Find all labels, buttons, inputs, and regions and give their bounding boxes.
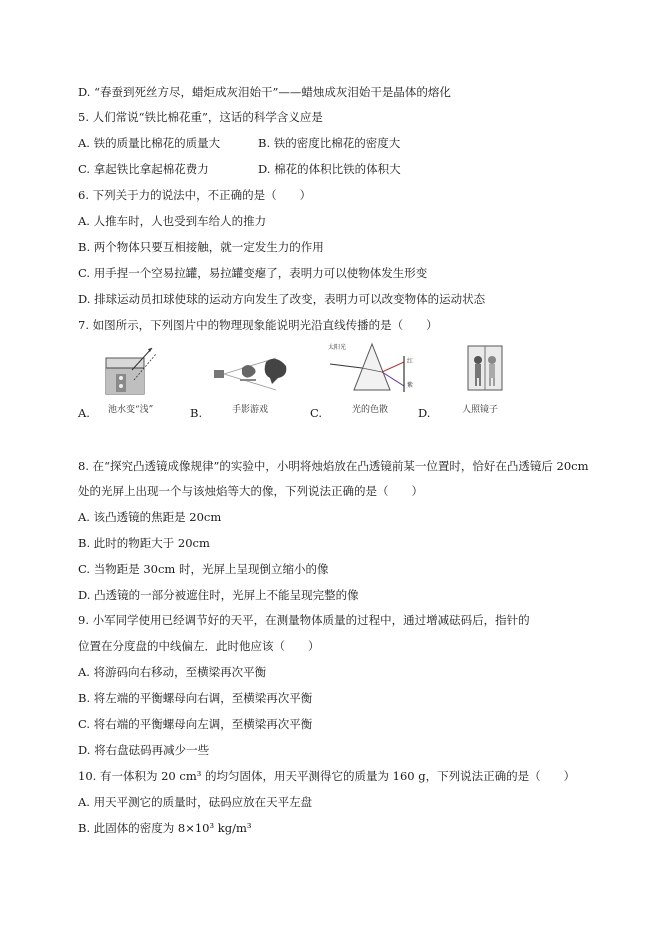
q5-option-a: A. 铁的质量比棉花的质量大 (78, 136, 221, 150)
q7-fig-c-letter: C. (310, 406, 323, 420)
q7-fig-a-letter: A. (78, 406, 90, 420)
q6-option-c: C. 用手捏一个空易拉罐，易拉罐变瘪了，表明力可以使物体发生形变 (78, 266, 428, 280)
q7-fig-d-letter: D. (418, 406, 431, 420)
q4-option-d: D. “春蚕到死丝方尽，蜡炬成灰泪始干”——蜡烛成灰泪始干是晶体的熔化 (78, 85, 451, 99)
q5-option-d: D. 棉花的体积比铁的体积大 (258, 162, 401, 176)
q7-fig-c-red-label: 红 (407, 358, 414, 365)
q7-fig-c-caption: 光的色散 (352, 405, 389, 415)
q5-option-b: B. 铁的密度比棉花的密度大 (258, 136, 401, 150)
q9-option-d: D. 将右盘砝码再减少一些 (78, 743, 210, 757)
q9-stem-line1: 9. 小军同学使用已经调节好的天平，在测量物体质量的过程中，通过增减砝码后，指针的 (78, 613, 530, 627)
q8-option-d: D. 凸透镜的一部分被遮住时，光屏上不能呈现完整的像 (78, 588, 359, 602)
q7-fig-a (94, 340, 164, 418)
q10-option-b: B. 此固体的密度为 8×10³ kg/m³ (78, 821, 252, 835)
q7-fig-a-caption: 池水变“浅” (108, 405, 154, 415)
q7-fig-c (326, 340, 416, 418)
mirror-reflection-illustration (438, 340, 528, 400)
hand-shadow-illustration (206, 340, 296, 400)
q6-option-a: A. 人推车时，人也受到车给人的推力 (78, 214, 267, 228)
q5-stem: 5. 人们常说“铁比棉花重”，这话的科学含义应是 (78, 110, 323, 124)
q7-figure-row (78, 340, 538, 420)
q7-stem: 7. 如图所示，下列图片中的物理现象能说明光沿直线传播的是（ ） (78, 318, 438, 332)
q8-stem-line1: 8. 在“探究凸透镜成像规律”的实验中，小明将烛焰放在凸透镜前某一位置时，恰好在凸透镜后 20cm (78, 459, 589, 473)
q7-fig-d (438, 340, 528, 418)
q6-stem: 6. 下列关于力的说法中，不正确的是（ ） (78, 188, 312, 202)
q7-fig-c-sunlight-label: 太阳光 (328, 344, 347, 351)
q8-stem-line2: 处的光屏上出现一个与该烛焰等大的像，下列说法正确的是（ ） (78, 484, 423, 498)
q9-option-a: A. 将游码向右移动，至横梁再次平衡 (78, 665, 267, 679)
q9-option-c: C. 将右端的平衡螺母向左调，至横梁再次平衡 (78, 717, 313, 731)
q10-option-a: A. 用天平测它的质量时，砝码应放在天平左盘 (78, 795, 313, 809)
q7-fig-b (206, 340, 296, 418)
q7-fig-b-letter: B. (190, 406, 203, 420)
q6-option-d: D. 排球运动员扣球使球的运动方向发生了改变，表明力可以改变物体的运动状态 (78, 292, 486, 306)
q9-option-b: B. 将左端的平衡螺母向右调，至横梁再次平衡 (78, 691, 313, 705)
pool-refraction-illustration (94, 340, 164, 400)
q8-option-b: B. 此时的物距大于 20cm (78, 536, 210, 550)
q7-fig-d-caption: 人照镜子 (462, 405, 499, 415)
q8-option-c: C. 当物距是 30cm 时，光屏上呈现倒立缩小的像 (78, 562, 329, 576)
q8-option-a: A. 该凸透镜的焦距是 20cm (78, 510, 222, 524)
q10-stem: 10. 有一体积为 20 cm³ 的均匀固体，用天平测得它的质量为 160 g，下列说法正确的是（ ） (78, 769, 576, 783)
q9-stem-line2: 位置在分度盘的中线偏左．此时他应该（ ） (78, 639, 320, 653)
q6-option-b: B. 两个物体只要互相接触，就一定发生力的作用 (78, 240, 324, 254)
q5-option-c: C. 拿起铁比拿起棉花费力 (78, 162, 209, 176)
q7-fig-c-purple-label: 紫 (407, 382, 414, 389)
q7-fig-b-caption: 手影游戏 (232, 405, 269, 415)
